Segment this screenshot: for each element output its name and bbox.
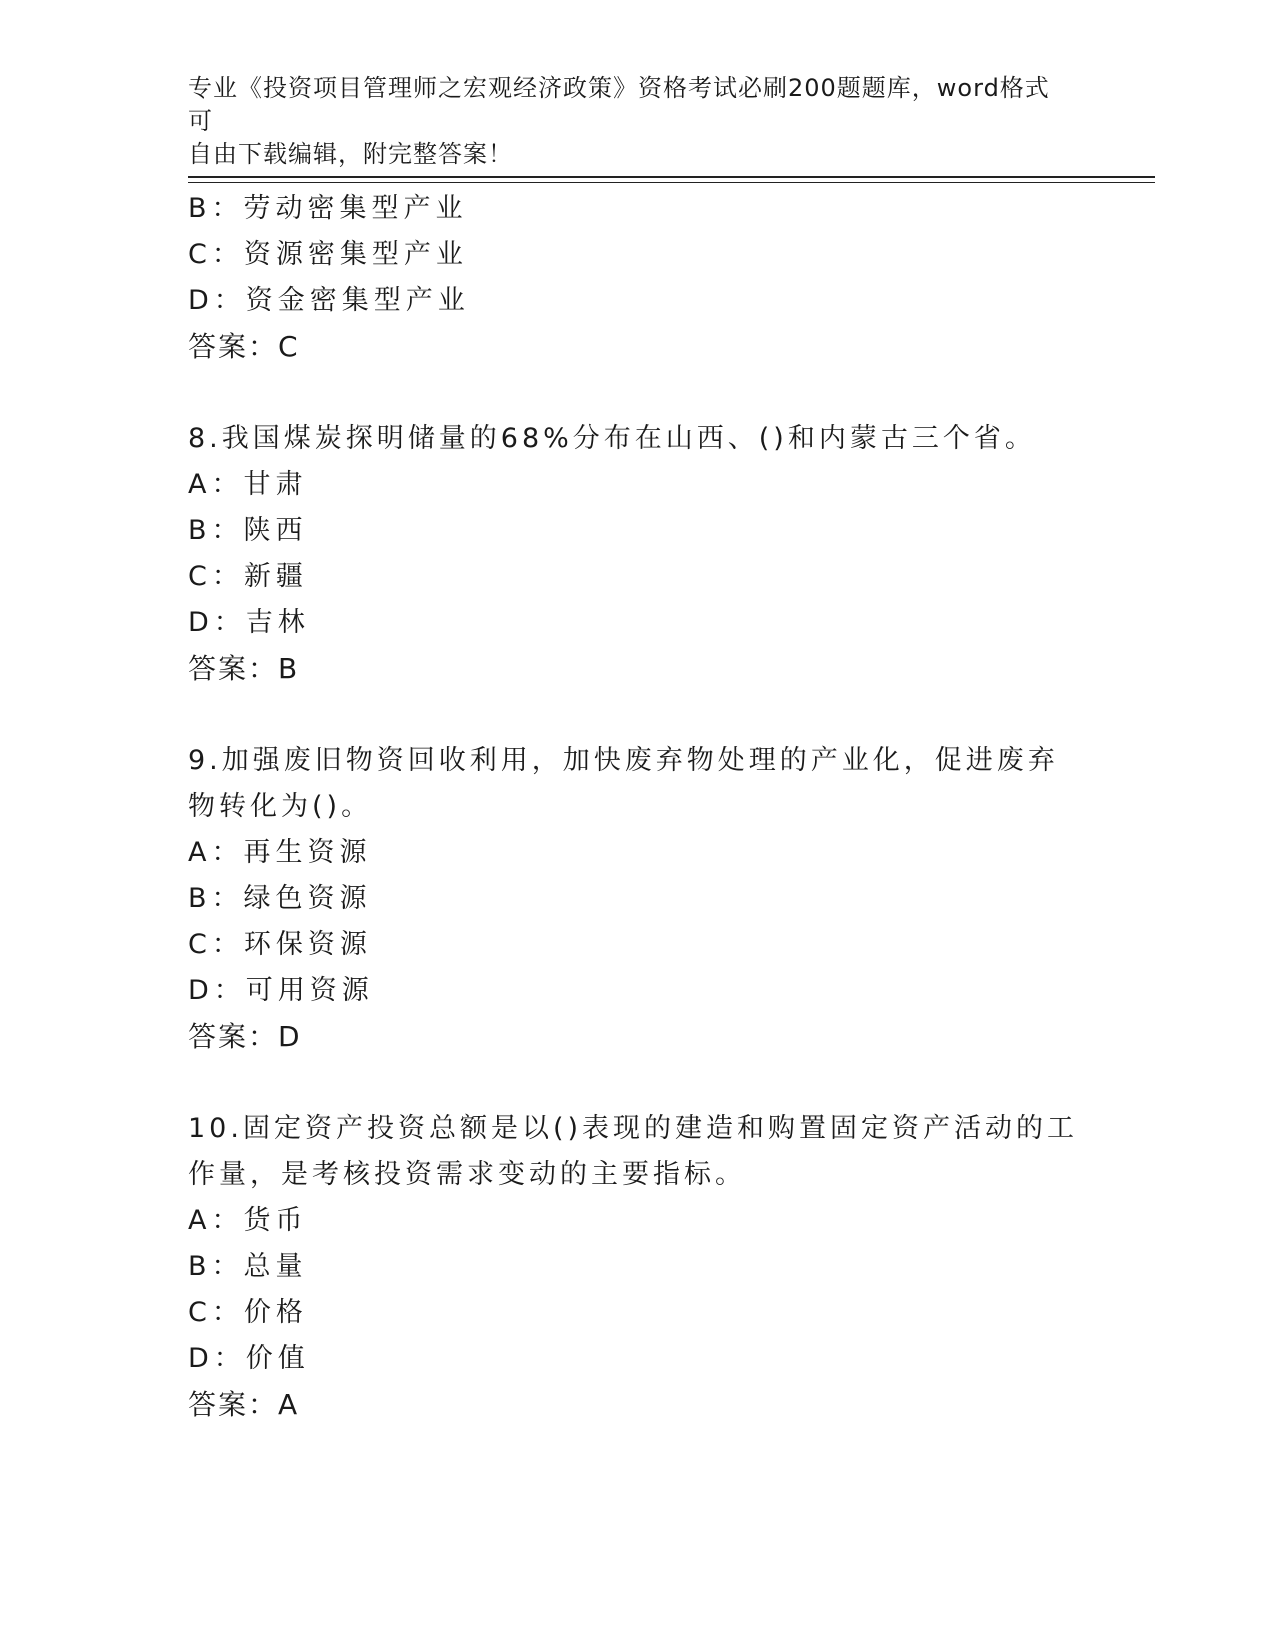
document-header xyxy=(188,72,1068,171)
header-divider-thin xyxy=(188,182,1155,183)
option-a: A：货币 xyxy=(188,1205,308,1236)
spacer xyxy=(188,1060,1088,1106)
header-line-1: 专业《投资项目管理师之宏观经济政策》资格考试必刷200题题库，word格式可 xyxy=(188,74,1050,135)
option-a: A：甘肃 xyxy=(188,469,308,500)
option-a: A：再生资源 xyxy=(188,837,372,868)
option-d: D：吉林 xyxy=(188,607,310,638)
question-9 xyxy=(188,738,1088,1060)
option-b: B：总量 xyxy=(188,1251,308,1282)
header-divider-thick xyxy=(188,176,1155,178)
answer: 答案：D xyxy=(188,1020,302,1053)
option-b: B：劳动密集型产业 xyxy=(188,193,468,224)
option-c: C：新疆 xyxy=(188,561,308,592)
option-c: C：环保资源 xyxy=(188,929,372,960)
answer: 答案：C xyxy=(188,330,300,363)
question-stem: 9.加强废旧物资回收利用，加快废弃物处理的产业化，促进废弃物转化为()。 xyxy=(188,745,1059,822)
question-stem: 10.固定资产投资总额是以()表现的建造和购置固定资产活动的工作量，是考核投资需求变动的主要指标。 xyxy=(188,1113,1079,1190)
option-b: B：陕西 xyxy=(188,515,308,546)
answer: 答案：A xyxy=(188,1388,300,1421)
option-d: D：可用资源 xyxy=(188,975,374,1006)
spacer xyxy=(188,692,1088,738)
option-c: C：价格 xyxy=(188,1297,308,1328)
question-stem: 8.我国煤炭探明储量的68%分布在山西、()和内蒙古三个省。 xyxy=(188,423,1036,454)
option-d: D：价值 xyxy=(188,1343,310,1374)
option-c: C：资源密集型产业 xyxy=(188,239,468,270)
answer: 答案：B xyxy=(188,652,300,685)
spacer xyxy=(188,370,1088,416)
option-d: D：资金密集型产业 xyxy=(188,285,470,316)
partial-question xyxy=(188,186,1088,370)
option-b: B：绿色资源 xyxy=(188,883,372,914)
question-8 xyxy=(188,416,1088,692)
header-line-2: 自由下载编辑，附完整答案！ xyxy=(188,140,513,168)
question-list xyxy=(188,186,1088,1428)
question-10 xyxy=(188,1106,1088,1428)
